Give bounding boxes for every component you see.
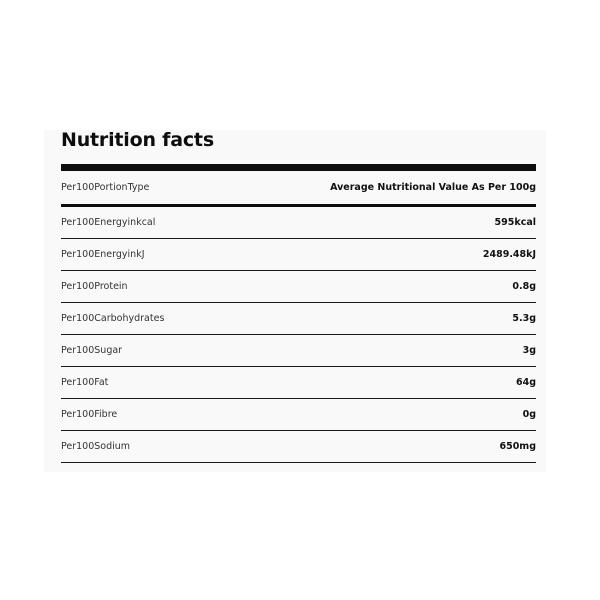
row-label: Per100Fat [61,377,109,388]
table-row [61,431,536,463]
table-header-row [61,171,536,204]
row-value: 3g [522,345,536,356]
table-row [61,207,536,239]
table-row [61,303,536,335]
table-row [61,239,536,271]
row-value: 650mg [499,441,536,452]
header-value: Average Nutritional Value As Per 100g [330,182,536,193]
row-label: Per100Energyinkcal [61,217,156,228]
nutrition-table [61,164,536,463]
row-value: 2489.48kJ [482,249,536,260]
row-label: Per100Carbohydrates [61,313,165,324]
row-label: Per100Protein [61,281,128,292]
row-value: 0g [522,409,536,420]
table-row [61,399,536,431]
row-value: 64g [515,377,536,388]
top-divider [61,164,536,171]
row-value: 5.3g [512,313,536,324]
table-row [61,271,536,303]
row-label: Per100Sodium [61,441,131,452]
row-value: 595kcal [494,217,536,228]
row-label: Per100EnergyinkJ [61,249,145,260]
row-label: Per100Sugar [61,345,123,356]
table-row [61,335,536,367]
row-label: Per100Fibre [61,409,118,420]
header-label: Per100PortionType [61,182,150,193]
table-row [61,367,536,399]
page-title: Nutrition facts [61,129,214,151]
row-value: 0.8g [512,281,536,292]
